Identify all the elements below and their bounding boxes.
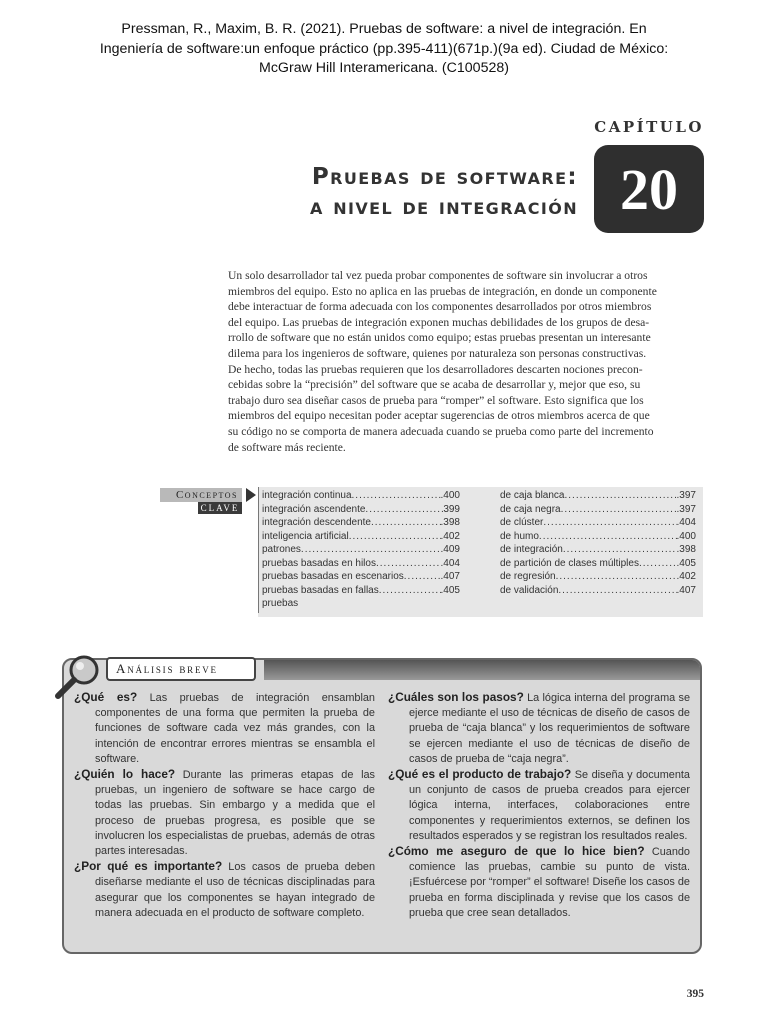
- concept-term: de caja blanca: [500, 490, 565, 501]
- concept-term: de partición de clases múltiples: [500, 557, 639, 569]
- concept-entry: [262, 584, 460, 598]
- leader-dots: [561, 503, 677, 517]
- concept-page: .404: [676, 517, 696, 528]
- concept-term: pruebas basadas en fallas: [262, 584, 379, 596]
- concept-term: de humo: [500, 530, 539, 542]
- concept-entry: [262, 489, 460, 503]
- concept-entry: [500, 503, 696, 517]
- qa-item: [74, 767, 375, 859]
- concepts-label-top: Conceptos: [160, 488, 242, 502]
- qa-item: [388, 844, 690, 921]
- leader-dots: [558, 584, 676, 598]
- concept-term: de clúster: [500, 517, 544, 528]
- concept-page: .398: [440, 517, 460, 528]
- analysis-left-column: [74, 690, 375, 921]
- intro-line: su código no se comporta de manera adecuada cuando se prueba como parte del incremento: [228, 424, 654, 438]
- concept-entry: [500, 584, 696, 598]
- citation-line-2: Ingeniería de software:un enfoque práctico (pp.395-411)(671p.)(9a ed). Ciudad de México:: [99, 40, 669, 57]
- concept-page: .409: [440, 544, 460, 555]
- concept-term: patrones: [262, 544, 301, 555]
- leader-dots: [563, 543, 677, 557]
- chapter-title: [310, 162, 578, 222]
- concept-term: inteligencia artificial: [262, 530, 349, 542]
- intro-line: trabajo duro sea diseñar casos de prueba para “romper” el software. Esto significa que los: [228, 393, 644, 407]
- leader-dots: [379, 584, 441, 598]
- leader-dots: [639, 557, 677, 571]
- intro-line: debe interactuar de forma adecuada con los componentes desarrollados por otros miembros: [228, 300, 652, 314]
- concepts-left-column: [262, 489, 460, 611]
- intro-line: De hecho, todas las pruebas requieren que los desarrolladores descarten nociones precon-: [228, 362, 643, 376]
- concept-entry: [262, 570, 460, 584]
- concept-page: .407: [440, 571, 460, 582]
- intro-line: Un solo desarrollador tal vez pueda probar componentes de software sin involucrar a otros: [228, 269, 648, 282]
- concept-term: de caja negra: [500, 503, 561, 515]
- concept-entry: [262, 503, 460, 517]
- concept-term: pruebas basadas en hilos: [262, 557, 376, 569]
- qa-question: ¿Qué es el producto de trabajo?: [388, 767, 572, 782]
- concept-page: 399: [443, 503, 460, 515]
- concept-entry: [262, 543, 460, 557]
- qa-answer: Las pruebas de integración ensamblan componentes de una forma que permiten la prueba de funciones de software cada vez más grandes, con la intención de encontrar errores mientras se ensambla el software.: [95, 692, 375, 765]
- citation-block: [40, 20, 728, 79]
- citation-line-1: Pressman, R., Maxim, B. R. (2021). Pruebas de software: a nivel de integración. En: [121, 21, 647, 37]
- qa-question: ¿Cuáles son los pasos?: [388, 690, 524, 704]
- concept-entry: [500, 570, 696, 584]
- qa-item: [388, 690, 690, 767]
- concepts-right-column: [500, 489, 696, 597]
- concept-term: de regresión: [500, 571, 556, 582]
- analysis-header: Análisis breve: [106, 657, 256, 681]
- qa-item: [74, 690, 375, 767]
- concepts-divider: [258, 487, 259, 613]
- key-concepts-box: [258, 487, 703, 617]
- concept-term: de validación: [500, 584, 559, 596]
- concept-page: .398: [676, 544, 696, 555]
- concept-page: .405: [440, 584, 460, 596]
- concept-page: .404: [440, 557, 460, 569]
- concept-page: .400: [440, 490, 460, 501]
- leader-dots: [301, 543, 441, 557]
- intro-paragraph: [228, 268, 704, 455]
- qa-answer: La lógica interna del programa se ejerce mediante el uso de técnicas de diseño de casos de prueba de “caja blanca” y los requerimientos de software se ejercen mediante el uso de técnicas de diseño de casos de prueba de “caja negra”.: [409, 692, 690, 765]
- qa-question: ¿Por qué es importante?: [74, 859, 223, 874]
- concept-term: de integración: [500, 544, 563, 555]
- citation-line-3: McGraw Hill Interamericana. (C100528): [259, 60, 509, 76]
- qa-item: [74, 859, 375, 921]
- concepts-label-bottom: CLAVE: [198, 502, 242, 514]
- concept-page: .405: [676, 557, 696, 569]
- leader-dots: [556, 570, 677, 584]
- leader-dots: [352, 489, 441, 503]
- concept-entry: [500, 489, 696, 503]
- concept-entry: [500, 530, 696, 544]
- qa-answer: Se diseña y documenta un conjunto de casos de prueba creados para ejercer lógica interna, interfaces, colaboraciones entre componentes y requerimientos externos, se definen los resultados esperados y se registran los resultados reales.: [409, 769, 690, 842]
- concept-entry: [262, 557, 460, 571]
- leader-dots: [365, 503, 443, 517]
- concept-entry: [500, 543, 696, 557]
- concept-page: .402: [440, 530, 460, 542]
- chapter-title-line-1: Pruebas de software:: [311, 164, 578, 190]
- concept-entry: [500, 557, 696, 571]
- page-number: 395: [686, 988, 704, 1000]
- arrow-right-icon: [246, 488, 256, 502]
- intro-line: de software más reciente.: [228, 440, 346, 454]
- intro-line: del equipo. Las pruebas de integración exponen muchas debilidades de los grupos de desa-: [228, 315, 650, 329]
- intro-line: dilema para los ingenieros de software, quienes por naturaleza son personas constructivas.: [228, 346, 647, 360]
- leader-dots: [539, 530, 677, 544]
- concept-entry: [262, 516, 460, 530]
- leader-dots: [543, 516, 676, 530]
- qa-answer: Cuando comience las pruebas, cambie su punto de vista. ¡Esfuércese por “romper” el software! Diseñe los casos de prueba en forma disciplinada y revise que los casos de prueba que cree sean detallados.: [409, 846, 690, 919]
- concept-entry: [262, 597, 460, 611]
- concepts-label: [160, 488, 242, 516]
- qa-answer: Los casos de prueba deben diseñarse mediante el uso de técnicas disciplinadas para asegurar que los componentes se hayan integrado de manera adecuada en el producto de software completo.: [95, 861, 376, 919]
- chapter-title-line-2: a nivel de integración: [310, 194, 578, 220]
- concept-term: integración descendente: [262, 517, 371, 528]
- leader-dots: [371, 516, 441, 530]
- qa-question: ¿Quién lo hace?: [74, 767, 176, 782]
- qa-question: ¿Cómo me aseguro de que lo hice bien?: [388, 844, 645, 859]
- concept-term: pruebas: [262, 598, 299, 609]
- concept-page: .397: [676, 490, 696, 501]
- intro-line: cebidas sobre la “precisión” del software que se acaba de desarrollar y, mejor que eso, su: [228, 378, 641, 392]
- concept-page: .407: [676, 584, 696, 596]
- concept-entry: [262, 530, 460, 544]
- concept-page: .402: [676, 571, 696, 582]
- concept-term: pruebas basadas en escenarios: [262, 571, 404, 582]
- intro-line: miembros del equipo necesitan poder aceptar sugerencias de otros miembros acerca de que: [228, 409, 650, 423]
- concept-term: integración ascendente: [262, 503, 366, 515]
- concept-page: .400: [676, 530, 696, 542]
- qa-item: [388, 767, 690, 844]
- leader-dots: [404, 570, 441, 584]
- leader-dots: [376, 557, 441, 571]
- intro-line: miembros del equipo. Esto no aplica en las pruebas de integración, en donde un componente: [228, 284, 657, 298]
- concept-entry: [500, 516, 696, 530]
- qa-question: ¿Qué es?: [74, 690, 138, 704]
- analysis-right-column: [388, 690, 690, 921]
- concept-term: integración continua: [262, 490, 352, 501]
- intro-line: rrollo de software que no están unidos como equipo; estas pruebas presentan un interesante: [228, 331, 651, 345]
- leader-dots: [565, 489, 677, 503]
- leader-dots: [349, 530, 441, 544]
- concept-page: .397: [676, 503, 696, 515]
- chapter-label: CAPÍTULO: [594, 118, 704, 136]
- chapter-number-badge: 20: [594, 145, 704, 233]
- qa-answer: Durante las primeras etapas de las pruebas, un ingeniero de software se hace cargo de todas las pruebas. Sin embargo y a medida que el proceso de pruebas progresa, es posible que se involucren los especialistas de pruebas, además de otras partes interesadas.: [95, 769, 375, 858]
